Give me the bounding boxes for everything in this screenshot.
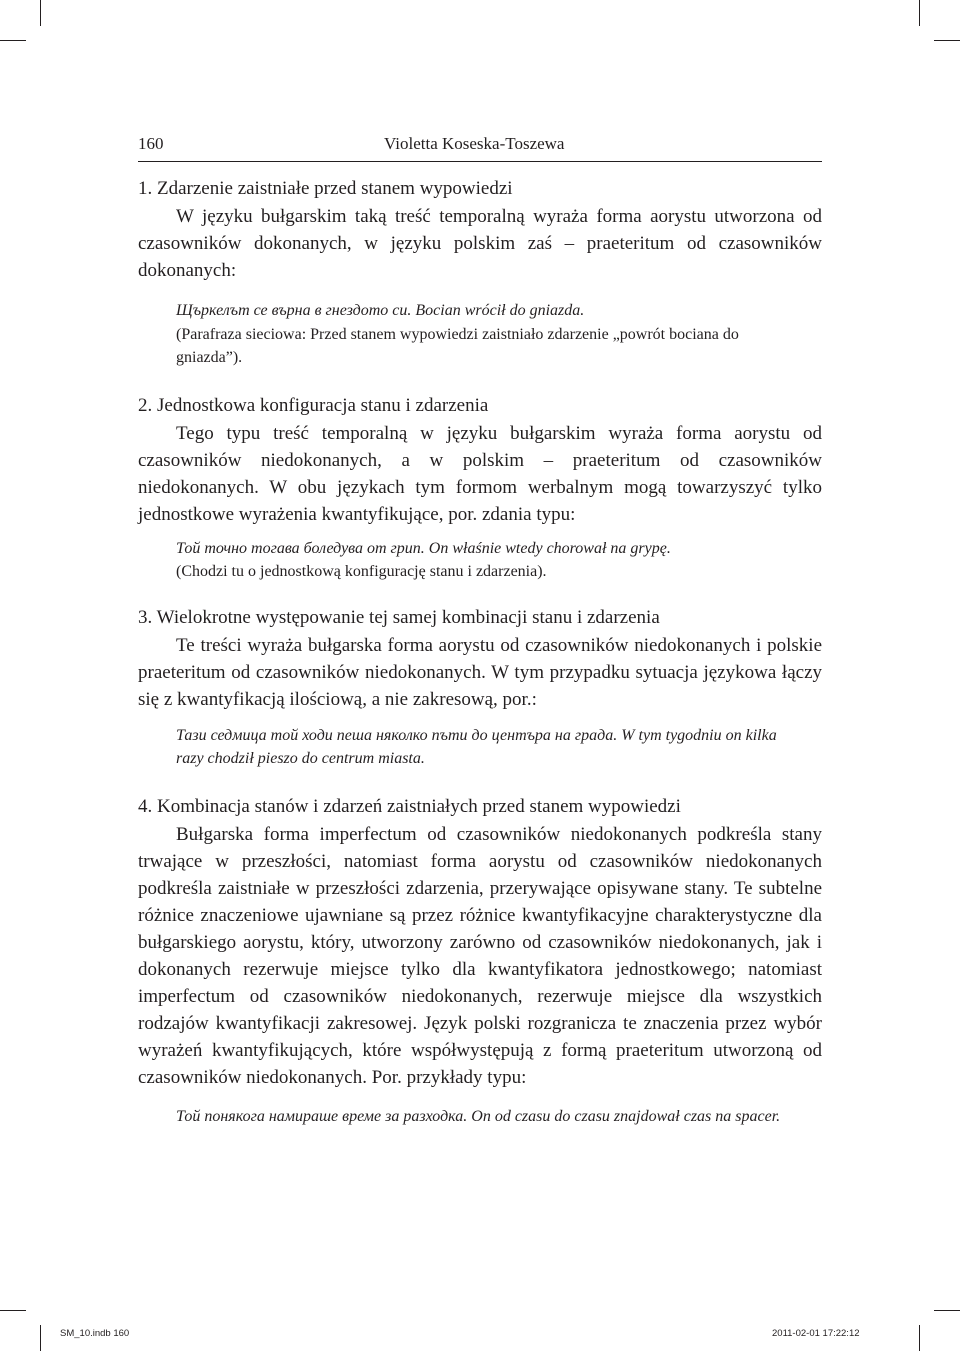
page-body <box>138 175 822 1128</box>
section-3 <box>138 604 822 771</box>
section-4 <box>138 793 822 1129</box>
header-rule <box>138 161 822 162</box>
example-bulgarian: Той точно тогава боледува от грип. <box>176 539 425 557</box>
section-paragraph: Te treści wyraża bułgarska forma aorystu od czasowników niedokonanych i polskie praeteritum od czasowników niedokonanych. W tym przypadku sytuacja językowa łączy się z kwantyfikacją ilościową, a nie zakresową, por.: <box>138 634 822 710</box>
crop-mark <box>934 40 960 41</box>
example-note: (Parafraza sieciowa: Przed stanem wypowiedzi zaistniało zdarzenie „powrót bociana do gniazda”). <box>176 325 739 366</box>
section-heading: 3. Wielokrotne występowanie tej samej kombinacji stanu i zdarzenia <box>138 606 660 628</box>
section-paragraph: W języku bułgarskim taką treść temporalną wyraża forma aorystu utworzona od czasowników dokonanych, w języku polskim zaś – praeteritum od czasowników dokonanych: <box>138 206 822 281</box>
section-2 <box>138 392 822 584</box>
section-paragraph: Bułgarska forma imperfectum od czasowników niedokonanych podkreśla stany trwające w przeszłości, natomiast forma aorystu od czasowników niedokonanych podkreśla zaistniałe w przeszłości zdarzenia, przerywające opisywane stany. Te subtelne różnice znaczeniowe ujawniane są przez różnice kwantyfikacyjne charakterystyczne dla bułgarskiego aorystu, który, utworzony zarówno od czasowników niedokonanych, jak i dokonanych rezerwuje miejsce tylko dla kwantyfikatora jednostkowego; natomiast imperfectum od czasowników niedokonanych, rezerwuje miejsce dla wszystkich rodzajów kwantyfikacji zakresowej. Język polski rozgranicza te znaczenia przez wybór wyrażeń kwantyfikujących, które współwystępują z formą praeteritum utworzoną od czasowników niedokonanych. Por. przykłady typu: <box>138 823 822 1088</box>
example-block <box>138 1105 822 1129</box>
example-polish: Bocian wrócił do gniazda. <box>415 302 585 319</box>
example-polish: On od czasu do czasu znajdował czas na spacer. <box>471 1107 781 1125</box>
example-note: (Chodzi tu o jednostkową konfigurację stanu i zdarzenia). <box>176 563 547 580</box>
section-1 <box>138 175 822 370</box>
example-block <box>138 724 822 771</box>
example-block <box>138 299 822 370</box>
footer-timestamp: 2011-02-01 17:22:12 <box>772 1328 860 1339</box>
crop-mark <box>934 1310 960 1311</box>
crop-mark <box>919 1325 920 1351</box>
page-number: 160 <box>138 134 164 153</box>
section-paragraph: Tego typu treść temporalną w języku bułgarskim wyraża forma aorystu od czasowników niedokonanych, a w polskim – praeteritum od czasowników niedokonanych. W obu językach tym formom werbalnym mogą towarzyszyć tylko jednostkowe wyrażenia kwantyfikujące, por. zdania typu: <box>138 422 822 525</box>
section-heading: 2. Jednostkowa konfiguracja stanu i zdarzenia <box>138 394 489 416</box>
example-polish: On właśnie wtedy chorował na grypę. <box>428 539 671 557</box>
crop-mark <box>40 0 41 26</box>
section-heading: 1. Zdarzenie zaistniałe przed stanem wypowiedzi <box>138 178 513 199</box>
example-bulgarian: Той понякога намираше време за разходка. <box>176 1107 468 1125</box>
example-bulgarian: Тази седмица той ходи пеша няколко пъти до центъра на града. <box>176 726 618 744</box>
footer-file: SM_10.indb 160 <box>60 1328 130 1339</box>
running-header <box>138 134 822 160</box>
crop-mark <box>0 1310 26 1311</box>
crop-mark <box>0 40 26 41</box>
example-block <box>138 537 822 584</box>
section-heading: 4. Kombinacja stanów i zdarzeń zaistniałych przed stanem wypowiedzi <box>138 795 681 817</box>
running-author: Violetta Koseska-Toszewa <box>384 134 565 153</box>
example-bulgarian: Щъркелът се върна в гнездото си. <box>176 302 412 319</box>
example-polish: W tym tygodniu on kilka razy chodził pieszo do centrum miasta. <box>176 726 777 767</box>
crop-mark <box>40 1325 41 1351</box>
crop-mark <box>919 0 920 26</box>
